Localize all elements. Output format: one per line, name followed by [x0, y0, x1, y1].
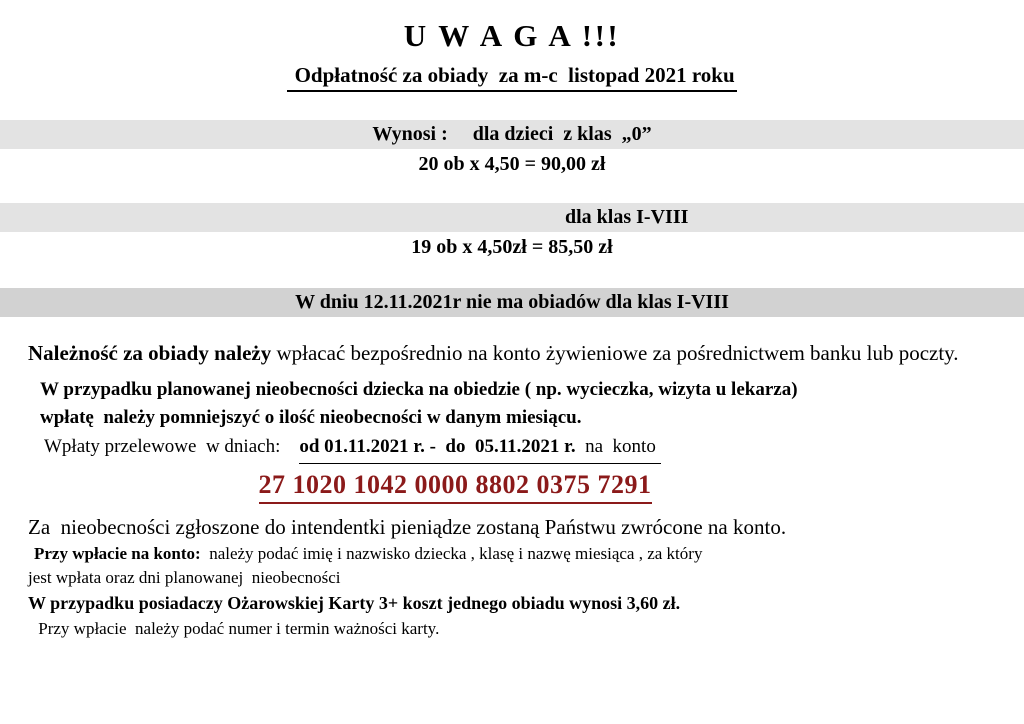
- spacer-between-rates: [0, 179, 1024, 203]
- notice-band-no-dinners: W dniu 12.11.2021r nie ma obiadów dla klas I-VIII: [0, 288, 1024, 317]
- page-subtitle: Odpłatność za obiady za m-c listopad 2021 roku: [287, 63, 736, 92]
- payment-intro-rest: wpłacać bezpośrednio na konto żywieniowe za pośrednictwem banku lub poczty.: [271, 340, 959, 365]
- payment-note-line: [28, 542, 1002, 566]
- transfer-dates: od 01.11.2021 r. - do 05.11.2021 r.: [299, 435, 576, 457]
- payment-note-line2: jest wpłata oraz dni planowanej nieobecności: [28, 567, 341, 587]
- transfer-suffix: na konto: [575, 435, 661, 457]
- transfer-dates-line: [28, 432, 1002, 464]
- card-validity-line: Przy wpłacie należy podać numer i termin ważności karty.: [34, 618, 440, 638]
- rate-band-class-zero: Wynosi : dla dzieci z klas „0”: [0, 120, 1024, 149]
- absence-line-2: wpłatę należy pomniejszyć o ilość nieobecności w danym miesiącu.: [40, 406, 582, 428]
- account-number-line: [28, 470, 1002, 504]
- transfer-underlined-segment: [299, 432, 660, 464]
- page-title: U W A G A !!!: [403, 18, 621, 53]
- spacer-absence: [28, 368, 1002, 376]
- title-block: [0, 0, 1024, 92]
- body-area: [0, 339, 1024, 642]
- spacer-after-title: [0, 92, 1024, 120]
- payment-note-bold: Przy wpłacie na konto:: [34, 543, 201, 563]
- absence-line-1: W przypadku planowanej nieobecności dziecka na obiedzie ( np. wycieczka, wizyta u lekarza): [40, 378, 798, 400]
- rate-band-classes: dla klas I-VIII: [0, 203, 1024, 232]
- refund-line: Za nieobecności zgłoszone do intendentki pieniądze zostaną Państwu zwrócone na konto.: [28, 514, 787, 539]
- spacer-before-notice: [0, 262, 1024, 288]
- card-discount-line: W przypadku posiadaczy Ożarowskiej Karty 3+ koszt jednego obiadu wynosi 3,60 zł.: [28, 592, 681, 613]
- rate-amount-class-zero: 20 ob x 4,50 = 90,00 zł: [418, 152, 606, 175]
- transfer-label: Wpłaty przelewowe w dniach:: [44, 435, 300, 457]
- spacer-before-body: [0, 317, 1024, 339]
- payment-intro-bold: Należność za obiady należy: [28, 340, 272, 365]
- rate-amount-classes: 19 ob x 4,50zł = 85,50 zł: [411, 235, 613, 258]
- bank-account-number: 27 1020 1042 0000 8802 0375 7291: [259, 470, 652, 504]
- payment-intro-paragraph: [28, 339, 1002, 368]
- payment-note-rest: należy podać imię i nazwisko dziecka , klasę i nazwę miesiąca , za który: [200, 543, 703, 563]
